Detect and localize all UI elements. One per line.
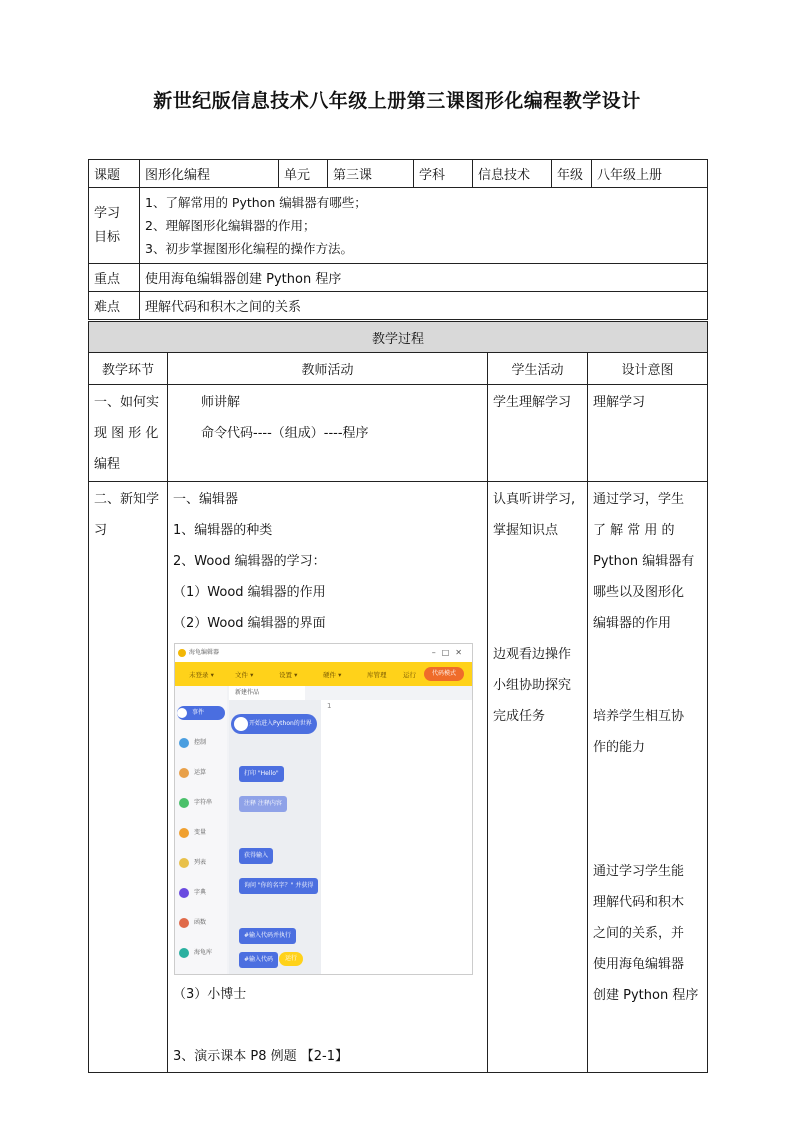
ask-block: 询问 "你的名字？" 并获得 — [239, 878, 318, 894]
grade-label: 年级 — [552, 160, 592, 188]
category-item: 海龟库 — [179, 946, 212, 960]
category-icon — [179, 768, 189, 778]
info-table — [88, 159, 708, 320]
subject-label: 学科 — [414, 160, 473, 188]
block-palette — [229, 700, 321, 974]
menu-library: 库管理 — [367, 671, 387, 679]
exec-block: #输入代码 — [239, 952, 278, 968]
category-item: 运算 — [179, 766, 206, 780]
menu-login: 未登录 ▾ — [189, 671, 214, 679]
header-teacher: 教师活动 — [168, 353, 488, 385]
comment-block: 注释 注释内容 — [239, 796, 287, 812]
screenshot-tab: 新建作品 — [229, 686, 305, 700]
window-controls-icon: –□✕ — [431, 648, 468, 657]
header-stage: 教学环节 — [89, 353, 168, 385]
line-number: 1 — [327, 702, 332, 710]
menu-file: 文件 ▾ — [235, 671, 254, 679]
category-icon — [179, 948, 189, 958]
section-title: 教学过程 — [89, 322, 708, 353]
header-intent: 设计意图 — [588, 353, 708, 385]
teacher-cell: 一、编辑器 1、编辑器的种类 2、Wood 编辑器的学习： （1）Wood 编辑器的作用 （2）Wood 编辑器的界面 海龟编辑器 –□✕ 未登录 ▾ 文件 ▾ 设置 ▾ 硬件 ▾ 库管理 运行 代码模式 新建作品 事件 控制 运算 字符串 变量 列表 字典 函数 海龟库 开始进入Python的世界 打印 "Hello" 注释 注释内容 获得输入 询问 "你的名字？" 并获得 #输入代码并执行 #输入代码 运行 1 （3）小博士 3、演示课本 P8 例题 【2-1】 — [168, 482, 488, 1073]
menu-hardware: 硬件 ▾ — [323, 671, 342, 679]
category-icon — [179, 828, 189, 838]
goal-item: 2、理解图形化编辑器的作用； — [145, 218, 316, 233]
category-item: 字典 — [179, 886, 206, 900]
screenshot-menubar — [175, 662, 472, 686]
document-title: 新世纪版信息技术八年级上册第三课图形化编程教学设计 — [153, 90, 641, 112]
menu-settings: 设置 ▾ — [279, 671, 298, 679]
category-item: 列表 — [179, 856, 206, 870]
intent-cell: 理解学习 — [588, 385, 708, 482]
teacher-cell: 师讲解 命令代码----（组成）----程序 — [168, 385, 488, 482]
category-icon — [179, 918, 189, 928]
grade-value: 八年级上册 — [592, 160, 708, 188]
category-icon — [179, 888, 189, 898]
exec-block: #输入代码并执行 — [239, 928, 296, 944]
header-student: 学生活动 — [488, 353, 588, 385]
category-icon — [177, 708, 187, 718]
intent-cell: 通过学习，学生 了 解 常 用 的 Python 编辑器有 哪些以及图形化 编辑器的作用 培养学生相互协 作的能力 通过学习学生能 理解代码和积木 之间的关系，并 使用海龟编辑器 创建 Python 程序 — [588, 482, 708, 1073]
category-item: 字符串 — [179, 796, 212, 810]
start-block: 开始进入Python的世界 — [231, 714, 317, 734]
topic-label: 课题 — [89, 160, 140, 188]
code-editor — [321, 700, 472, 974]
goal-item: 3、初步掌握图形化编程的操作方法。 — [145, 241, 353, 256]
unit-value: 第三课 — [328, 160, 414, 188]
input-block: 获得输入 — [239, 848, 273, 864]
goals-list — [140, 188, 708, 264]
topic-value: 图形化编程 — [140, 160, 279, 188]
key-label: 重点 — [89, 264, 140, 292]
goal-item: 1、了解常用的 Python 编辑器有哪些； — [145, 195, 367, 210]
category-item: 事件 — [177, 706, 225, 720]
run-button: 运行 — [279, 952, 303, 966]
stage-cell: 二、新知学 习 — [89, 482, 168, 1073]
category-icon — [179, 798, 189, 808]
menu-run: 运行 — [403, 671, 416, 679]
category-item: 控制 — [179, 736, 206, 750]
student-cell: 学生理解学习 — [488, 385, 588, 482]
turtle-logo-icon — [178, 649, 186, 657]
difficulty-value: 理解代码和积木之间的关系 — [140, 292, 708, 320]
print-block: 打印 "Hello" — [239, 766, 284, 782]
stage-cell: 一、如何实 现 图 形 化 编程 — [89, 385, 168, 482]
goals-label: 学习 目标 — [89, 188, 140, 264]
screenshot-titlebar: 海龟编辑器 –□✕ — [175, 644, 472, 662]
code-mode-button: 代码模式 — [424, 667, 464, 681]
subject-value: 信息技术 — [473, 160, 552, 188]
key-value: 使用海龟编辑器创建 Python 程序 — [140, 264, 708, 292]
category-icon — [179, 858, 189, 868]
editor-screenshot — [174, 643, 473, 975]
category-icon — [179, 738, 189, 748]
category-item: 变量 — [179, 826, 206, 840]
unit-label: 单元 — [279, 160, 328, 188]
category-item: 函数 — [179, 916, 206, 930]
process-table — [88, 321, 708, 1073]
difficulty-label: 难点 — [89, 292, 140, 320]
category-sidebar — [175, 686, 227, 974]
student-cell: 认真听讲学习, 掌握知识点 边观看边操作 小组协助探究 完成任务 — [488, 482, 588, 1073]
